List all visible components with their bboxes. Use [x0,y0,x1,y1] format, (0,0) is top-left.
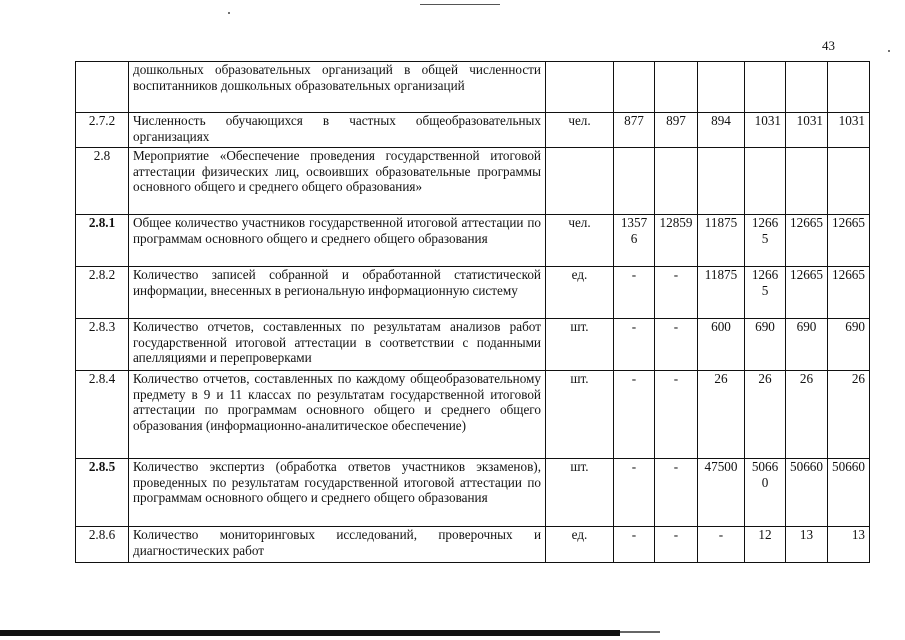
value-cell: - [614,267,655,319]
table-row [76,62,870,113]
value-cell: 50660 [745,459,786,527]
value-cell: 12665 [745,215,786,267]
scan-edge-bar [620,631,660,633]
value-cell: 1031 [745,113,786,148]
table-row [76,215,870,267]
value-cell: 50660 [828,459,870,527]
value-cell: 12665 [828,215,870,267]
value-cell: - [614,319,655,371]
row-description: Количество экспертиз (обработка ответов участников экзаменов), проведенных по результатам государственной итоговой аттестации по программам основного общего и среднего общего образования [129,459,546,527]
value-cell: 690 [745,319,786,371]
value-cell: 50660 [786,459,828,527]
row-number: 2.8.4 [76,371,129,459]
value-cell: 12859 [655,215,698,267]
value-cell: 26 [786,371,828,459]
value-cell: - [614,371,655,459]
table-row [76,267,870,319]
row-description: Количество записей собранной и обработанной статистической информации, внесенных в региональную информационную систему [129,267,546,319]
value-cell: 47500 [698,459,745,527]
value-cell [698,62,745,113]
value-cell [655,148,698,215]
row-number: 2.8 [76,148,129,215]
value-cell [786,62,828,113]
value-cell: - [655,319,698,371]
value-cell: - [655,371,698,459]
value-cell: 26 [828,371,870,459]
value-cell: 26 [745,371,786,459]
value-cell: 600 [698,319,745,371]
table-row [76,319,870,371]
value-cell [614,62,655,113]
scan-edge-bar [0,630,620,636]
value-cell: 12665 [828,267,870,319]
row-number: 2.8.5 [76,459,129,527]
top-rule [420,4,500,5]
row-description: дошкольных образовательных организаций в общей численности воспитанников дошкольных образовательных организаций [129,62,546,113]
row-unit: шт. [546,371,614,459]
row-unit: чел. [546,215,614,267]
row-unit: ед. [546,527,614,563]
table-row [76,148,870,215]
value-cell: - [614,527,655,563]
row-number: 2.8.1 [76,215,129,267]
value-cell [655,62,698,113]
value-cell: - [698,527,745,563]
row-unit [546,148,614,215]
row-number [76,62,129,113]
value-cell: 11875 [698,215,745,267]
page-number: 43 [822,38,835,53]
value-cell: 13576 [614,215,655,267]
value-cell: 897 [655,113,698,148]
table-row [76,113,870,148]
value-cell [745,148,786,215]
value-cell: 12665 [786,267,828,319]
value-cell: 13 [828,527,870,563]
row-number: 2.7.2 [76,113,129,148]
indicators-table [75,61,870,563]
row-number: 2.8.2 [76,267,129,319]
value-cell [828,148,870,215]
value-cell: 12 [745,527,786,563]
value-cell: 13 [786,527,828,563]
row-unit: шт. [546,319,614,371]
scan-speck [228,12,230,14]
value-cell: 877 [614,113,655,148]
value-cell [614,148,655,215]
value-cell: 26 [698,371,745,459]
value-cell: 1031 [786,113,828,148]
value-cell: 894 [698,113,745,148]
value-cell [745,62,786,113]
row-unit: ед. [546,267,614,319]
scan-speck [888,50,890,52]
row-description: Количество мониторинговых исследований, проверочных и диагностических работ [129,527,546,563]
row-description: Количество отчетов, составленных по результатам анализов работ государственной итоговой аттестации в соответствии с поданными апелляциями и перепроверками [129,319,546,371]
value-cell: - [655,527,698,563]
value-cell: 11875 [698,267,745,319]
row-number: 2.8.3 [76,319,129,371]
row-unit: чел. [546,113,614,148]
value-cell: - [655,459,698,527]
value-cell [828,62,870,113]
row-description: Общее количество участников государственной итоговой аттестации по программам основного общего и среднего общего образования [129,215,546,267]
value-cell: 690 [786,319,828,371]
value-cell: 1031 [828,113,870,148]
value-cell: 690 [828,319,870,371]
value-cell: 12665 [786,215,828,267]
row-description: Мероприятие «Обеспечение проведения государственной итоговой аттестации физических лиц, освоивших образовательные программы основного общего и среднего общего образования» [129,148,546,215]
row-description: Численность обучающихся в частных общеобразовательных организациях [129,113,546,148]
row-unit [546,62,614,113]
row-description: Количество отчетов, составленных по каждому общеобразовательному предмету в 9 и 11 классах по результатам государственной итоговой аттестации по программам основного общего и среднего общего образования (информационно-аналитическое обеспечение) [129,371,546,459]
table-row [76,459,870,527]
value-cell: - [655,267,698,319]
table-row [76,371,870,459]
table-row [76,527,870,563]
row-number: 2.8.6 [76,527,129,563]
value-cell: 12665 [745,267,786,319]
row-unit: шт. [546,459,614,527]
value-cell: - [614,459,655,527]
value-cell [786,148,828,215]
value-cell [698,148,745,215]
